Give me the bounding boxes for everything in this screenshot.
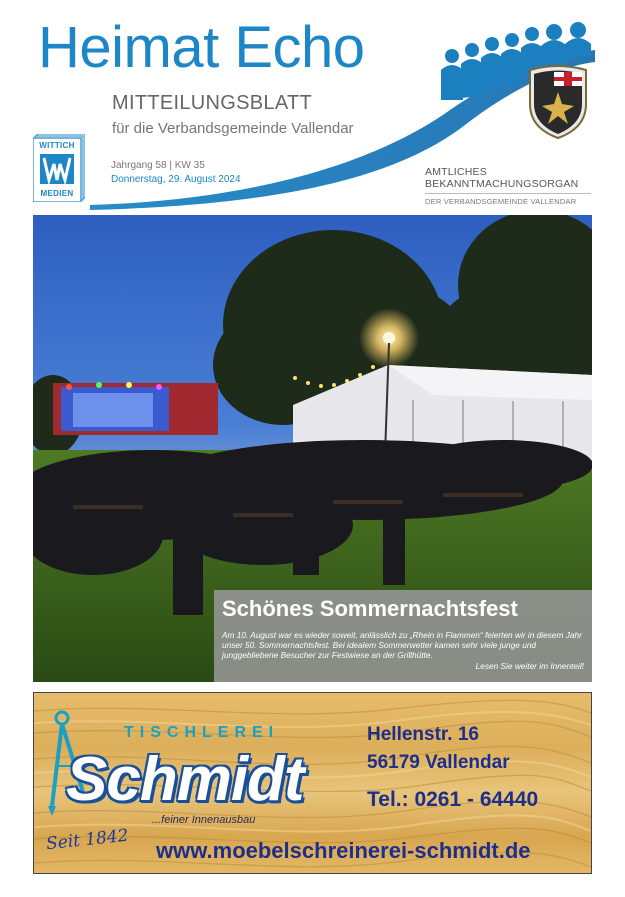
ad-tagline: ...feiner Innenausbau: [152, 814, 256, 826]
ad-since: Seit 1842: [45, 825, 130, 855]
issue-date: Donnerstag, 29. August 2024: [111, 174, 241, 185]
cover-story-read-more: Lesen Sie weiter im Innenteil!: [475, 661, 584, 671]
ad-company-name: Schmidt: [66, 745, 304, 814]
official-label-line2: BEKANNTMACHUNGSORGAN: [425, 178, 579, 190]
coat-of-arms-icon: [524, 64, 592, 140]
masthead-subline: für die Verbandsgemeinde Vallendar: [112, 120, 354, 137]
publisher-logo: [33, 134, 85, 202]
ad-city: 56179 Vallendar: [367, 752, 510, 773]
issue-number: Jahrgang 58 | KW 35: [111, 160, 205, 171]
cover-story-headline: Schönes Sommernachtsfest: [222, 596, 518, 621]
official-divider: [425, 193, 591, 194]
ad-website-link[interactable]: www.moebelschreinerei-schmidt.de: [156, 838, 531, 863]
ad-phone: Tel.: 0261 - 64440: [367, 788, 539, 811]
logo-text-top: WITTICH: [39, 141, 75, 150]
ad-trade: TISCHLEREI: [124, 724, 280, 741]
masthead-title: Heimat Echo: [38, 15, 365, 80]
ad-street: Hellenstr. 16: [367, 724, 479, 745]
masthead-subtitle: MITTEILUNGSBLATT: [112, 92, 313, 114]
official-label-line3: DER VERBANDSGEMEINDE VALLENDAR: [425, 197, 577, 206]
logo-text-bottom: MEDIEN: [40, 189, 74, 198]
official-label-line1: AMTLICHES: [425, 166, 487, 178]
cover-story-text: Am 10. August war es wieder soweit, anlässlich zu „Rhein in Flammen“ feierten wir in diesem Jahr unser 50. Sommernachtsfest. Bei idealem Sommerwetter kamen sehr viele junge und junggebliebene Besucher zur Festwiese an der Grillhütte.: [222, 630, 582, 660]
